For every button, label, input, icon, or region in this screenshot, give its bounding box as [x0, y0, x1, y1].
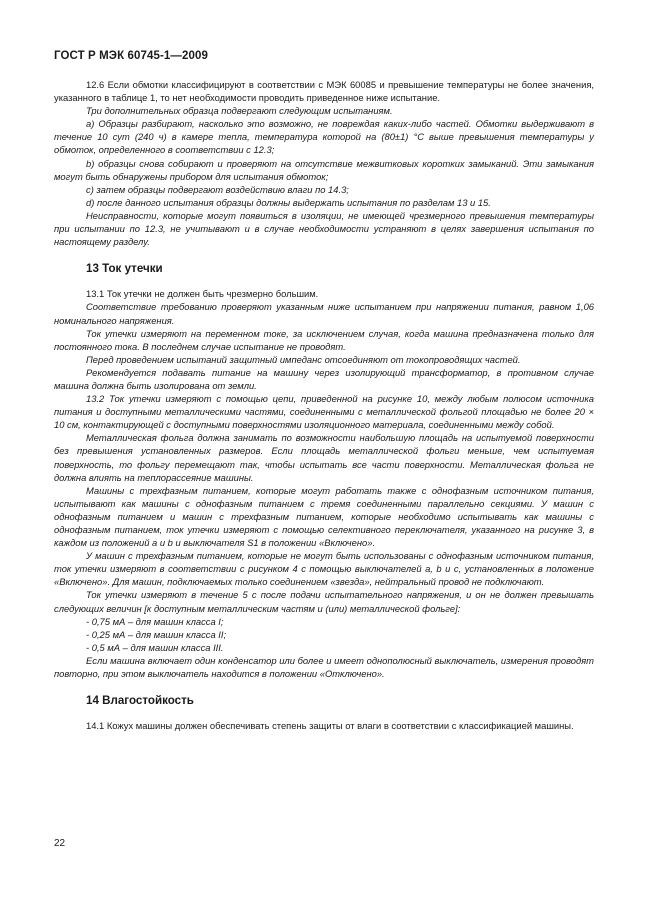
document-body — [54, 78, 594, 732]
list-item-d: d) после данного испытания образцы должны выдержать испытания по разделам 13 и 15. — [86, 196, 491, 208]
paragraph: Три дополнительных образца подвергают следующим испытаниям. — [86, 105, 393, 117]
document-header: ГОСТ Р МЭК 60745-1—2009 — [54, 50, 208, 62]
paragraph: Машины с трехфазным питанием, которые могут работать также с однофазным источником питания, испытывают как машины с однофазным питанием с тремя соединенными параллельно секциями. У машин с однофазным питанием и машин с трехфазным питанием, которые необходимо испытывать как машины с однофазным питанием, ток утечки измеряют с помощью селективного переключателя, указанного на рисунке 3, в каждом из положений а и b и выключателя S1 в положении «Включено». — [54, 484, 594, 549]
paragraph-13-1: 13.1 Ток утечки не должен быть чрезмерно большим. — [86, 288, 319, 300]
paragraph: Ток утечки измеряют в течение 5 с после подачи испытательного напряжения, и он не должен превышать следующих величин [к доступным металлическим частям и (или) металлической фольге]: — [54, 589, 594, 614]
paragraph: Перед проведением испытаний защитный импеданс отсоединяют от токопроводящих частей. — [86, 353, 521, 365]
page-number: 22 — [54, 838, 66, 849]
paragraph: Рекомендуется подавать питание на машину через изолирующий трансформатор, в противном случае машина должна быть изолирована от земли. — [54, 366, 594, 391]
paragraph: Неисправности, которые могут появиться в изоляции, не имеющей чрезмерного превышения температуры при испытании по 12.3, не учитывают и в случае необходимости устраняют в целях завершения испытания по настоящему разделу. — [54, 209, 594, 248]
list-item: - 0,25 мА – для машин класса II; — [86, 628, 227, 640]
paragraph: Если машина включает один конденсатор или более и имеет однополюсный выключатель, измерения проводят повторно, при этом выключатель находится в положении «Отключено». — [54, 654, 594, 680]
list-item-c: с) затем образцы подвергают воздействию влаги по 14.3; — [86, 183, 349, 195]
paragraph-13-2: 13.2 Ток утечки измеряют с помощью цепи, приведенной на рисунке 10, между любым полюсом источника питания и доступными металлическими частями, соединенными с металлической фольгой площадью не более 20 × 10 см, контактирующей с доступными поверхностями изоляционного материала, соединенными между собой. — [54, 393, 594, 431]
paragraph-14-1: 14.1 Кожух машины должен обеспечивать степень защиты от влаги в соответствии с классификацией машины. — [86, 720, 574, 732]
paragraph-12-6: 12.6 Если обмотки классифицируют в соответствии с МЭК 60085 и превышение температуры не более значения, указанного в таблице 1, то нет необходимости проводить приведенное ниже испытание. — [54, 79, 594, 104]
list-item-b: b) образцы снова собирают и проверяют на отсутствие межвитковых коротких замыканий. Эти замыкания могут быть обнаружены прибором для испытания обмоток; — [54, 157, 594, 182]
paragraph: Соответствие требованию проверяют указанным ниже испытанием при напряжении питания, равном 1,06 номинального напряжения. — [54, 301, 594, 326]
section-heading-13: 13 Ток утечки — [86, 262, 163, 276]
list-item: - 0,5 мА – для машин класса III. — [86, 641, 224, 653]
list-item: - 0,75 мА – для машин класса I; — [86, 615, 224, 627]
paragraph: Ток утечки измеряют на переменном токе, за исключением случая, когда машина предназначена только для постоянного тока. В последнем случае испытание не проводят. — [54, 327, 594, 352]
paragraph: У машин с трехфазным питанием, которые не могут быть использованы с однофазным источником питания, ток утечки измеряют в соответствии с рисунком 4 с помощью выключателей а, b и с, установленных в положение «Включено». Для машин, подключаемых только соединением «звезда», нейтральный провод не подключают. — [54, 550, 594, 588]
list-item-a: а) Образцы разбирают, насколько это возможно, не повреждая каких-либо частей. Обмотки выдерживают в течение 10 сут (240 ч) в камере тепла, температура которой на (80±1) °С выше превышения температуры у обмоток, определенного в соответствии с 12.3; — [54, 118, 594, 156]
paragraph: Металлическая фольга должна занимать по возможности наибольшую площадь на испытуемой поверхности без превышения установленных размеров. Если площадь металлической фольги меньше, чем испытуемая поверхность, то фольгу перемещают так, чтобы испытать все части поверхности. Металлическая фольга не должна влиять на теплорассеяние машины. — [54, 432, 594, 483]
section-heading-14: 14 Влагостойкость — [86, 694, 194, 708]
